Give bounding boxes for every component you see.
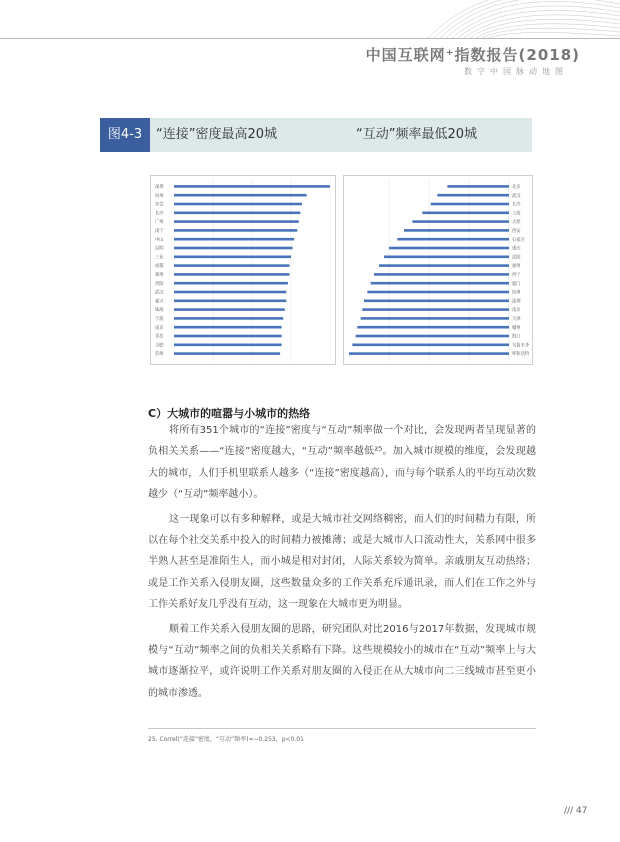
bar bbox=[437, 194, 509, 197]
report-title: 中国互联网⁺指数报告(2018) bbox=[365, 46, 580, 64]
chart-interaction-frequency bbox=[343, 175, 533, 365]
category-label: 东莞 bbox=[155, 202, 164, 208]
bar bbox=[422, 212, 509, 215]
bar bbox=[367, 291, 509, 294]
chart-connection-density bbox=[150, 175, 336, 365]
category-label: 重庆 bbox=[512, 246, 521, 252]
bar bbox=[379, 264, 509, 267]
category-label: 北京 bbox=[512, 185, 521, 190]
bar bbox=[397, 238, 509, 241]
paragraph: 将所有351个城市的“连接”密度与“互动”频率做一个对比，会发现两者呈现显著的负相关关系——“连接”密度越大，“互动”频率越低²⁵。加入城市规模的维度，会发现越大的城市，人们手机里联系人越多（“连接”密度越高），而与每个联系人的平均互动次数越少（“互动”频率越小）。 bbox=[148, 425, 536, 500]
bar bbox=[374, 273, 509, 276]
bar bbox=[364, 300, 509, 303]
category-label: 深圳 bbox=[155, 185, 164, 190]
category-label: 太原 bbox=[512, 220, 521, 226]
bar bbox=[174, 229, 297, 232]
bar bbox=[389, 247, 509, 250]
category-label: 长沙 bbox=[512, 202, 521, 208]
bar bbox=[384, 256, 509, 259]
figure-title-bar bbox=[100, 118, 532, 152]
bar bbox=[174, 185, 330, 188]
category-label: 天津 bbox=[512, 317, 521, 322]
category-label: 乌鲁木齐 bbox=[512, 343, 530, 349]
category-label: 广州 bbox=[155, 220, 164, 226]
category-label: 贵阳 bbox=[155, 281, 164, 287]
category-label: 昆明 bbox=[155, 246, 164, 252]
bar bbox=[361, 317, 509, 320]
category-label: 宁波 bbox=[155, 317, 164, 322]
category-label: 杭州 bbox=[512, 290, 521, 296]
bar bbox=[352, 344, 509, 347]
category-label: 长沙 bbox=[155, 211, 164, 217]
header-decoration bbox=[380, 0, 620, 42]
category-label: 上海 bbox=[512, 211, 521, 217]
category-label: 苏州 bbox=[155, 352, 164, 358]
bar bbox=[174, 282, 288, 285]
bar bbox=[356, 335, 509, 338]
bar bbox=[174, 264, 289, 267]
category-label: 三亚 bbox=[155, 255, 164, 261]
category-label: 赣州 bbox=[512, 325, 521, 331]
footnote-rule bbox=[148, 728, 536, 729]
category-label: 西宁 bbox=[512, 273, 521, 278]
category-label: 杭州 bbox=[155, 193, 164, 199]
figure-label: 图4-3 bbox=[100, 118, 150, 152]
bar bbox=[174, 238, 294, 241]
category-label: 沈阳 bbox=[512, 255, 521, 261]
bar bbox=[431, 203, 509, 206]
bar bbox=[404, 229, 509, 232]
category-label: 呼和浩特 bbox=[512, 352, 530, 358]
bar bbox=[174, 247, 293, 250]
category-label: 嘉兴 bbox=[155, 299, 164, 305]
figure-right-title: “互动”频率最低20城 bbox=[356, 127, 478, 142]
figure-left-title: “连接”密度最高20城 bbox=[156, 127, 278, 142]
page-number: /// 47 bbox=[564, 806, 588, 816]
category-label: 成都 bbox=[155, 264, 164, 270]
bar bbox=[447, 185, 509, 188]
bar bbox=[174, 194, 307, 197]
bar bbox=[371, 282, 509, 285]
category-label: 石家庄 bbox=[512, 237, 525, 243]
category-label: 青岛 bbox=[155, 334, 164, 340]
bar bbox=[174, 344, 282, 347]
category-label: 武汉 bbox=[512, 193, 521, 199]
category-label: 西安 bbox=[512, 229, 521, 234]
bar bbox=[174, 335, 282, 338]
bar bbox=[174, 212, 300, 215]
category-label: 南宁 bbox=[155, 229, 164, 234]
bar bbox=[174, 256, 291, 259]
category-label: 南京 bbox=[155, 325, 164, 331]
paragraph: 这一现象可以有多种解释，或是大城市社交网络稠密，而人们的时间精力有限，所以在每个社交关系中投入的时间精力被摊薄；或是大城市人口流动性大，关系网中很多半熟人甚至是准陌生人，而小城是相对封闭，人际关系较为简单。亲戚朋友互动热络；或是工作关系入侵朋友圈，这些数量众多的工作关系充斥通讯录，而人们在工作之外与工作关系好友几乎没有互动，这一现象在大城市更为明显。 bbox=[148, 513, 536, 610]
bar bbox=[412, 220, 509, 223]
category-label: 福州 bbox=[512, 264, 521, 270]
header-rule bbox=[0, 38, 620, 39]
bar bbox=[174, 352, 280, 355]
bar bbox=[174, 326, 282, 329]
bar bbox=[174, 273, 289, 276]
bar bbox=[349, 352, 509, 355]
category-label: 海口 bbox=[512, 334, 521, 340]
category-label: 厦门 bbox=[512, 281, 521, 287]
bar bbox=[362, 308, 509, 311]
category-label: 南京 bbox=[512, 308, 521, 314]
report-subtitle: 数字中国脉动地图 bbox=[464, 67, 568, 76]
bar bbox=[174, 291, 286, 294]
category-label: 深圳 bbox=[512, 299, 521, 305]
paragraph: 顺着工作关系入侵朋友圈的思路，研究团队对比2016与2017年数据，发现城市规模与“互动”频率之间的负相关关系略有下降。这些规模较小的城市在“互动”频率上与大城市逐渐拉平，或许说明工作关系对朋友圈的入侵正在从大城市向二三线城市甚至更小的城市渗透。 bbox=[148, 623, 536, 699]
category-label: 中山 bbox=[155, 237, 164, 243]
footnote: 25. Correl(“连接”密度，“互动”频率)=−0.253，p<0.01 bbox=[148, 736, 304, 743]
bar bbox=[357, 326, 509, 329]
bar bbox=[174, 300, 286, 303]
category-label: 珠海 bbox=[155, 308, 164, 314]
category-label: 武汉 bbox=[155, 290, 164, 296]
bar bbox=[174, 203, 302, 206]
section-heading: C）大城市的喧嚣与小城市的热络 bbox=[148, 407, 311, 420]
bar bbox=[174, 220, 299, 223]
category-label: 郑州 bbox=[155, 273, 164, 278]
bar bbox=[174, 308, 285, 311]
bar bbox=[174, 317, 283, 320]
body-text bbox=[148, 420, 536, 707]
category-label: 合肥 bbox=[155, 343, 164, 349]
